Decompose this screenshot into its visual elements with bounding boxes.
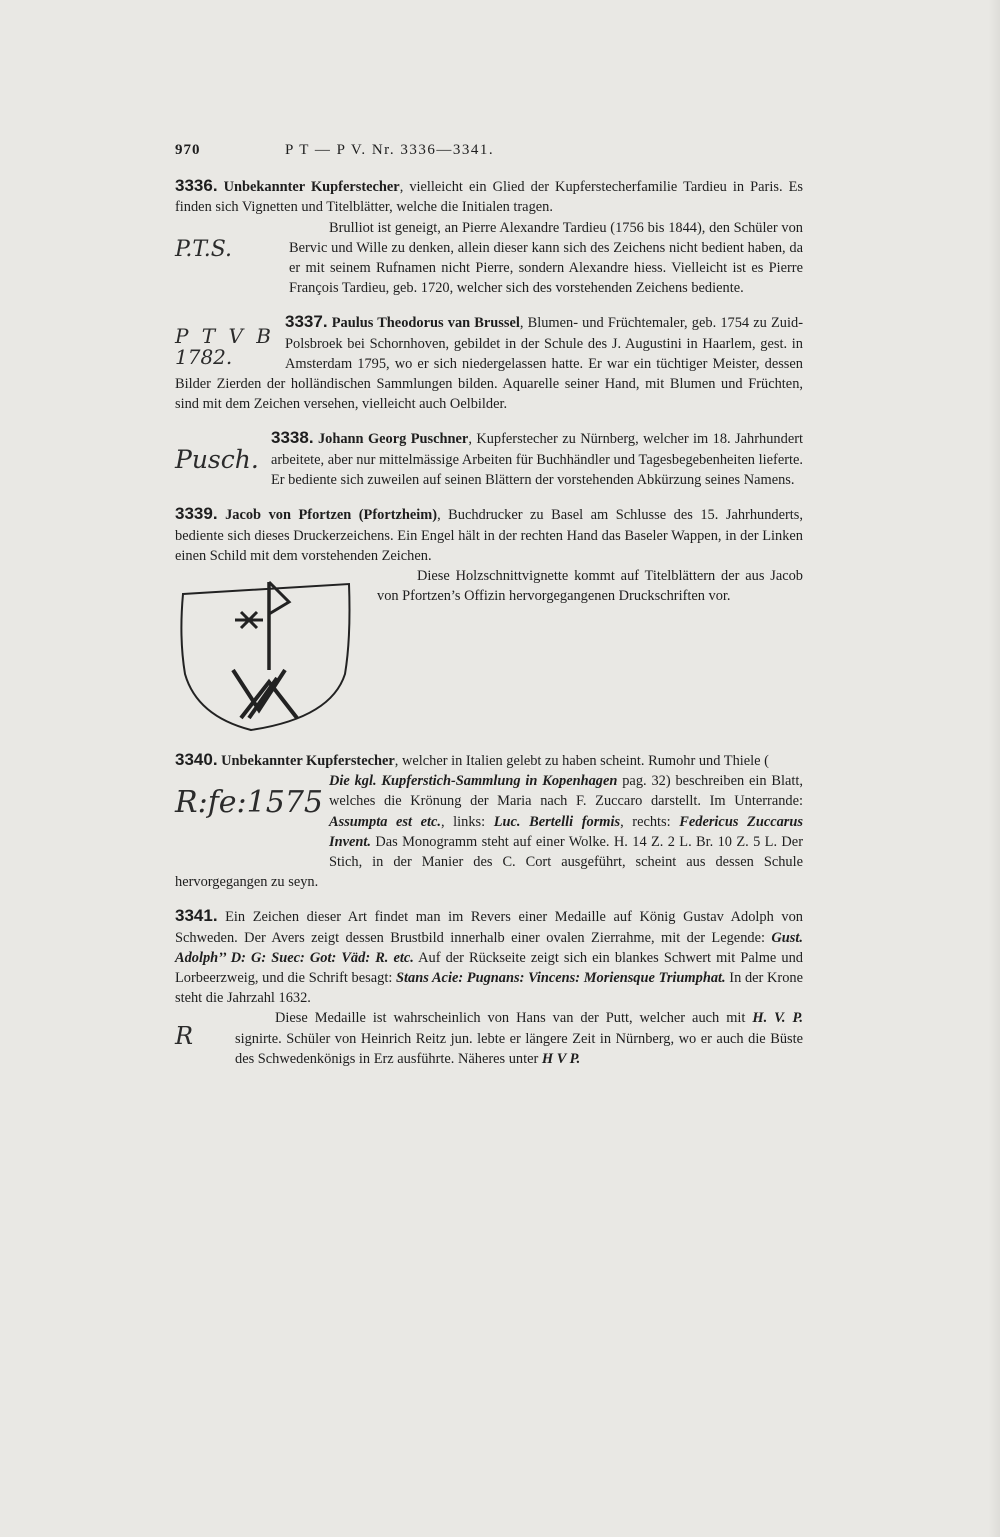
entry-text-part: Das Monogramm steht auf einer Wolke. H. 14 Z. 2 L. Br. 10 Z. 5 L. Der Stich, in der Manier des C. Cort ausgeführt, scheint aus dessen Schule hervorgegangen zu seyn. bbox=[175, 833, 803, 891]
entry-text-part: signirte. Schüler von Heinrich Reitz jun. lebte er längere Zeit in Nürnberg, wo er auch die Büste des Schwedenkönigs in Erz ausführte. Näheres unter bbox=[235, 1030, 803, 1067]
entry-text: Diese Holzschnittvignette kommt auf Titelblättern der aus Jacob von Pfortzen’s Offizin hervorgegangenen Druckschriften vor. bbox=[377, 568, 803, 605]
entry-heading: Unbekannter Kupferstecher bbox=[221, 753, 395, 770]
entry-heading: Jacob von Pfortzen (Pfortzheim) bbox=[225, 507, 438, 524]
monogram-pts: P.T.S. bbox=[175, 236, 233, 262]
monogram-pusch: Pusch. bbox=[175, 445, 259, 475]
inscription: Luc. Bertelli formis bbox=[493, 813, 621, 830]
entry-text: , Blumen- und Früchtemaler, geb. 1754 zu Zuid-Polsbroek bei Schornhoven, gebildet in der Schule des J. Augustini in Haarlem, gest. in Amsterdam 1795, wo er sich niedergelassen hatte. Er war ein tüchtiger Meister, dessen Bilder Zierden der holländischen Sammlungen bilden. Aquarelle seiner Hand, mit Blumen und Früchten, sind mit dem Zeichen versehen, vielleicht auch Oelbilder. bbox=[175, 315, 803, 413]
entry-text-part: Auf der Rückseite zeigt sich ein blankes Schwert mit Palme und Lorbeerzweig, und die Schrift besagt: bbox=[175, 949, 803, 987]
monogram-ptvb: P T V B 1782. bbox=[175, 324, 271, 369]
page-number: 970 bbox=[175, 142, 201, 158]
entry-heading: Unbekannter Kupferstecher bbox=[223, 179, 400, 196]
entry-text-part: , rechts: bbox=[620, 813, 680, 830]
entry-text-part: , links: bbox=[440, 813, 494, 830]
entry-number: 3339. bbox=[175, 504, 218, 524]
page-edge-shadow bbox=[988, 0, 1000, 1537]
inscription: Assumpta est etc. bbox=[329, 813, 441, 830]
entry-3341 bbox=[175, 906, 803, 1069]
entry-heading: Paulus Theodorus van Brussel bbox=[331, 315, 520, 332]
entry-number: 3341. bbox=[175, 906, 218, 926]
book-title: Die kgl. Kupferstich-Sammlung in Kopenhagen bbox=[329, 773, 618, 790]
printers-mark-shield bbox=[171, 578, 361, 736]
monogram-rfe: R:fe:1575 bbox=[175, 785, 324, 821]
entry-heading: Johann Georg Puschner bbox=[317, 431, 469, 448]
entry-intro: , Buchdrucker zu Basel am Schlusse des 15. Jahrhunderts, bediente sich dieses Druckerzeichens. Ein Engel hält in der rechten Hand das Baseler Wappen, in der Linken einen Schild mit dem vorstehenden Zeichen. bbox=[175, 507, 803, 564]
running-header bbox=[175, 140, 803, 160]
entry-intro: , vielleicht ein Glied der Kupferstecherfamilie Tardieu in Paris. Es finden sich Vignetten und Titelblätter, welche die Initialen tragen. bbox=[175, 179, 803, 216]
header-range: P T — P V. Nr. 3336—3341. bbox=[285, 142, 495, 158]
entry-number: 3340. bbox=[175, 750, 218, 770]
monogram-r: R bbox=[175, 1022, 194, 1051]
shield-icon bbox=[171, 578, 361, 736]
entry-text-part: Diese Medaille ist wahrscheinlich von Hans van der Putt, welcher auch mit bbox=[275, 1010, 753, 1027]
legend-text: Gust. Adolph’’ D: G: Suec: Got: Väd: R. etc. bbox=[175, 929, 803, 966]
cross-reference: H V P. bbox=[541, 1050, 581, 1067]
entry-text: , Kupferstecher zu Nürnberg, welcher im 18. Jahrhundert arbeitete, aber nur mittelmässige Arbeiten für Buchhändler und Tagesbegebenheiten lieferte. Er bediente sich zuweilen auf seinen Blättern der vorstehenden Abkürzung seines Namens. bbox=[271, 431, 803, 488]
entry-number: 3338. bbox=[271, 428, 314, 448]
mark-reference: H. V. P. bbox=[752, 1010, 803, 1027]
entry-3338 bbox=[175, 428, 803, 490]
text-block bbox=[175, 140, 803, 1069]
entry-text-part: , welcher in Italien gelebt zu haben scheint. Rumohr und Thiele ( bbox=[394, 753, 769, 770]
entry-3337 bbox=[175, 312, 803, 414]
entry-3339 bbox=[175, 504, 803, 736]
inscription: Federicus Zuccarus Invent. bbox=[329, 813, 803, 850]
entry-text: Brulliot ist geneigt, an Pierre Alexandre Tardieu (1756 bis 1844), den Schüler von Bervic und Wille zu denken, allein dieser kann sich des Zeichens nicht bedient haben, da er mit seinem Rufnamen nicht Pierre, sondern Alexandre hiess. Vielleicht ist es Pierre François Tardieu, geb. 1720, welcher sich des vorstehenden Zeichens bediente. bbox=[289, 219, 803, 297]
entry-number: 3336. bbox=[175, 176, 218, 196]
motto-text: Stans Acie: Pugnans: Vincens: Moriensque Triumphat. bbox=[396, 970, 726, 987]
entry-3336 bbox=[175, 176, 803, 298]
entry-text-part: pag. 32) beschreiben ein Blatt, welches die Krönung der Maria nach F. Zuccaro darstellt. Im Unterrande: bbox=[329, 773, 803, 810]
entry-text-part: Ein Zeichen dieser Art findet man im Revers einer Medaille auf König Gustav Adolph von Schweden. Der Avers zeigt dessen Brustbild innerhalb einer ovalen Zierrahme, mit der Legende: bbox=[175, 909, 803, 946]
entry-number: 3337. bbox=[285, 312, 328, 332]
entry-text-part: In der Krone steht die Jahrzahl 1632. bbox=[175, 970, 803, 1007]
entry-3340 bbox=[175, 750, 803, 892]
